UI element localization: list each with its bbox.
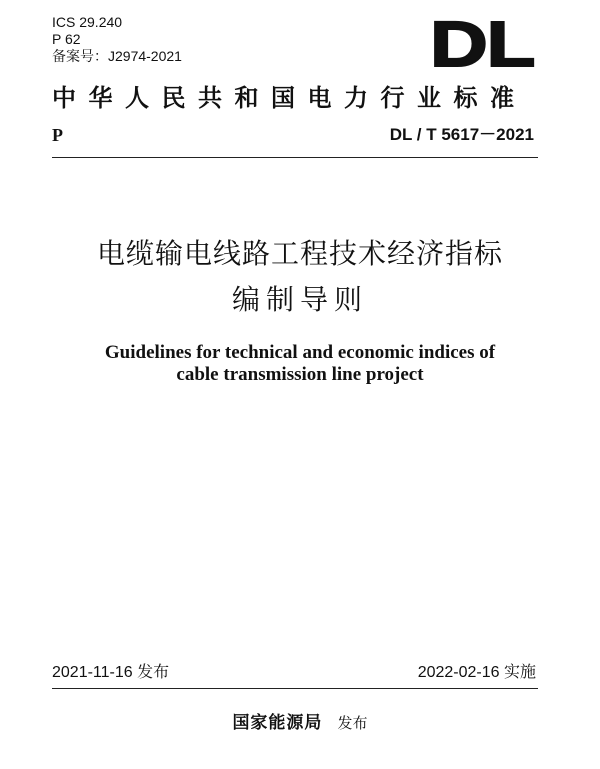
- issue-date: 2021-11-16 发布: [52, 664, 170, 681]
- standard-number: DL / T 5617－2021: [389, 125, 534, 144]
- bottom-divider: [52, 688, 538, 689]
- dl-logo: DL: [430, 8, 535, 80]
- issuer-suffix: 发布: [337, 714, 368, 732]
- standard-category-title: 中华人民共和国电力行业标准: [52, 83, 527, 112]
- document-title-en-line2: cable transmission line project: [176, 364, 424, 385]
- top-divider: [52, 157, 538, 158]
- document-title-zh-line2: 编制导则: [231, 283, 368, 316]
- classification-code: P 62: [52, 31, 81, 47]
- class-letter: P: [52, 125, 63, 145]
- issuer-line: [0, 712, 600, 734]
- issuer-name: 国家能源局: [232, 713, 323, 733]
- implementation-date: 2022-02-16 实施: [417, 664, 536, 681]
- ics-code: ICS 29.240: [52, 14, 123, 30]
- document-title-en-line1: Guidelines for technical and economic indices of: [104, 342, 496, 363]
- registration-number: 备案号：J2974-2021: [52, 48, 182, 64]
- document-title-zh-line1: 电缆输电线路工程技术经济指标: [96, 237, 503, 270]
